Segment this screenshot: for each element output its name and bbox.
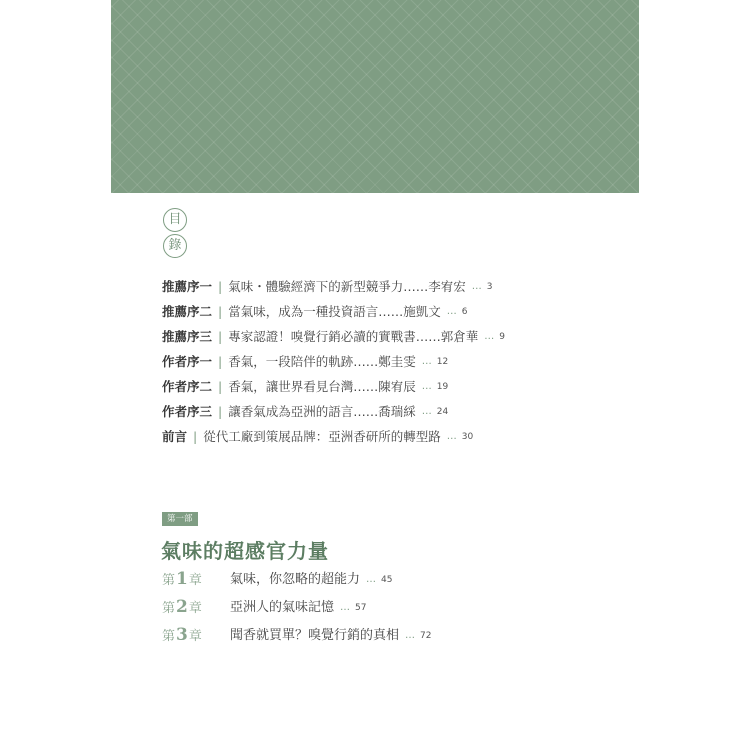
toc-entry-title: 香氣，讓世界看見台灣…… (228, 379, 379, 394)
chapter-title: 亞洲人的氣味記憶 (230, 600, 335, 615)
toc-entry-author: 喬瑞綵 (378, 404, 416, 419)
separator: | (218, 279, 223, 294)
part-tag-text: 第一部 (167, 514, 193, 524)
leader-dots: … (446, 306, 458, 317)
toc-entry-label: 作者序三 (162, 404, 213, 419)
toc-entry-label: 推薦序三 (162, 329, 213, 344)
leader-dots: … (340, 602, 352, 613)
toc-entry-title: 讓香氣成為亞洲的語言…… (228, 404, 379, 419)
chapter-title: 氣味，你忽略的超能力 (230, 572, 361, 587)
toc-entry-title: 氣味・體驗經濟下的新型競爭力…… (228, 279, 429, 294)
toc-entry-page: 24 (436, 407, 449, 417)
separator: | (218, 329, 223, 344)
toc-entry[interactable] (162, 353, 448, 371)
toc-entry[interactable] (162, 278, 493, 296)
toc-entry[interactable] (162, 328, 505, 346)
toc-entry-author: 陳宥辰 (378, 379, 416, 394)
toc-entry-label: 作者序二 (162, 379, 213, 394)
separator: | (218, 304, 223, 319)
toc-entry-label: 作者序一 (162, 354, 213, 369)
leader-dots: … (421, 381, 433, 392)
toc-entry[interactable] (162, 378, 448, 396)
toc-entry-author: 鄭圭雯 (378, 354, 416, 369)
separator: | (193, 429, 198, 444)
toc-heading-char-1: 目 (163, 208, 187, 232)
toc-entry-page: 3 (486, 282, 493, 292)
leader-dots: … (405, 630, 417, 641)
toc-entry-title: 從代工廠到策展品牌：亞洲香研所的轉型路 (203, 429, 441, 444)
cover-pattern-banner (111, 0, 639, 193)
toc-entry-title: 專家認證！嗅覺行銷必讀的實戰書…… (228, 329, 441, 344)
leader-dots: … (446, 431, 458, 442)
chapter-page: 57 (355, 603, 367, 613)
toc-entry-title: 香氣，一段陪伴的軌跡…… (228, 354, 379, 369)
chapter-entry[interactable] (162, 598, 366, 618)
part-tag (162, 512, 198, 526)
toc-entry-page: 12 (436, 357, 449, 367)
separator: | (218, 379, 223, 394)
chapter-number: 第1章 (162, 569, 202, 589)
leader-dots: … (366, 574, 378, 585)
part-title: 氣味的超感官力量 (161, 539, 329, 563)
separator: | (218, 354, 223, 369)
separator: | (218, 404, 223, 419)
leader-dots: … (471, 281, 483, 292)
toc-entry-page: 30 (461, 432, 474, 442)
toc-entry-page: 19 (436, 382, 449, 392)
leader-dots: … (484, 331, 496, 342)
chapter-entry[interactable] (162, 570, 392, 590)
chapter-number: 第3章 (162, 625, 202, 645)
leader-dots: … (421, 406, 433, 417)
toc-entry-label: 前言 (162, 429, 188, 444)
toc-entry-author: 施凱文 (403, 304, 441, 319)
chapter-title: 聞香就買單？嗅覺行銷的真相 (230, 628, 400, 643)
toc-entry-page: 9 (499, 332, 505, 342)
toc-entry[interactable] (162, 303, 468, 321)
chapter-entry[interactable] (162, 626, 431, 646)
leader-dots: … (421, 356, 433, 367)
toc-entry-title: 當氣味，成為一種投資語言…… (228, 304, 404, 319)
chapter-page: 72 (420, 631, 432, 641)
toc-entry-page: 6 (461, 307, 468, 317)
chapter-number: 第2章 (162, 597, 202, 617)
toc-entry[interactable] (162, 403, 448, 421)
chapter-page: 45 (381, 575, 393, 585)
toc-entry-label: 推薦序二 (162, 304, 213, 319)
toc-entry-label: 推薦序一 (162, 279, 213, 294)
toc-entry-author: 郭倉華 (440, 329, 479, 344)
toc-heading-char-2: 錄 (163, 234, 187, 258)
toc-entry[interactable] (162, 428, 473, 446)
toc-entry-author: 李宥宏 (428, 279, 466, 294)
